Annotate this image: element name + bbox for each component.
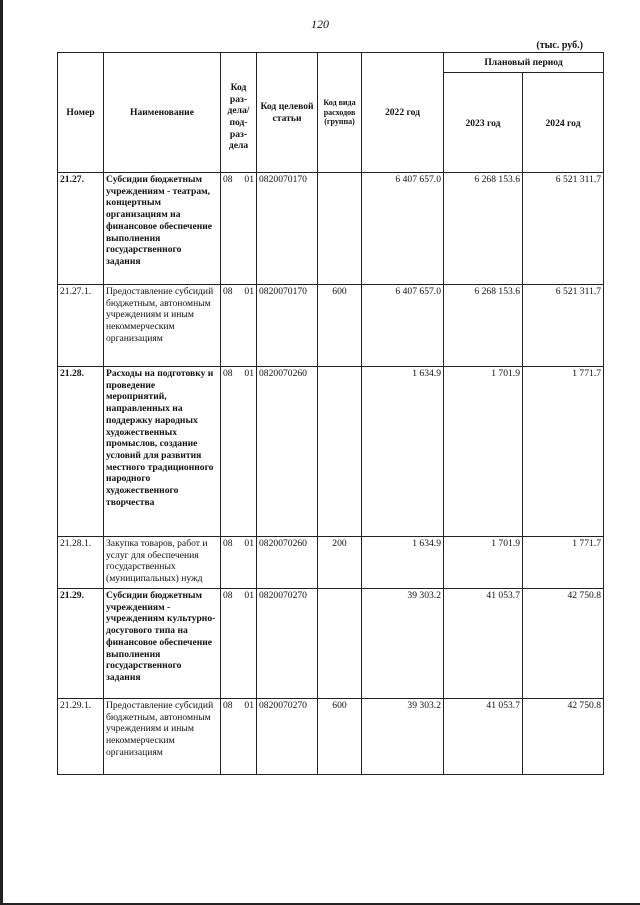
row-value-2024: 42 750.8 bbox=[523, 699, 604, 775]
header-2022: 2022 год bbox=[362, 53, 444, 173]
row-expense-type: 600 bbox=[318, 699, 362, 775]
row-section: 08 bbox=[223, 174, 233, 185]
page-number: 120 bbox=[311, 17, 329, 31]
row-subsection: 01 bbox=[244, 286, 254, 297]
row-value-2023: 1 701.9 bbox=[444, 367, 523, 537]
row-target-code: 0820070170 bbox=[257, 285, 318, 367]
row-value-2023: 6 268 153.6 bbox=[444, 173, 523, 285]
table-row bbox=[58, 285, 604, 367]
row-number: 21.27.1. bbox=[58, 285, 104, 367]
table-row bbox=[58, 367, 604, 537]
row-subsection: 01 bbox=[244, 538, 254, 549]
row-section-code bbox=[221, 367, 257, 537]
row-value-2022: 6 407 657.0 bbox=[362, 285, 444, 367]
header-target-code: Код целевой статьи bbox=[257, 53, 318, 173]
row-value-2024: 42 750.8 bbox=[523, 589, 604, 699]
row-expense-type bbox=[318, 173, 362, 285]
row-target-code: 0820070260 bbox=[257, 367, 318, 537]
row-section: 08 bbox=[223, 286, 233, 297]
table-row bbox=[58, 589, 604, 699]
row-section-code bbox=[221, 699, 257, 775]
row-name: Предоставление субсидий бюджетным, автономным учреждениям и иным некоммерческим организациям bbox=[104, 285, 221, 367]
table-body bbox=[58, 173, 604, 775]
row-section-code bbox=[221, 589, 257, 699]
row-value-2023: 6 268 153.6 bbox=[444, 285, 523, 367]
row-number: 21.29. bbox=[58, 589, 104, 699]
header-expense-type-code: Код вида расходов (группа) bbox=[318, 53, 362, 173]
row-name: Расходы на подготовку и проведение мероприятий, направленных на поддержку народных художественных промыслов, создание условий для развития местного традиционного народного художественного творчества bbox=[104, 367, 221, 537]
row-name: Предоставление субсидий бюджетным, автономным учреждениям и иным некоммерческим организациям bbox=[104, 699, 221, 775]
row-value-2024: 6 521 311.7 bbox=[523, 173, 604, 285]
header-planned-period: Плановый период bbox=[444, 53, 604, 73]
row-value-2023: 41 053.7 bbox=[444, 589, 523, 699]
row-target-code: 0820070260 bbox=[257, 537, 318, 589]
row-subsection: 01 bbox=[244, 590, 254, 601]
row-expense-type: 600 bbox=[318, 285, 362, 367]
row-value-2024: 1 771.7 bbox=[523, 537, 604, 589]
row-name: Закупка товаров, работ и услуг для обеспечения государственных (муниципальных) нужд bbox=[104, 537, 221, 589]
row-value-2023: 1 701.9 bbox=[444, 537, 523, 589]
row-target-code: 0820070270 bbox=[257, 589, 318, 699]
row-value-2022: 39 303.2 bbox=[362, 699, 444, 775]
row-value-2022: 1 634.9 bbox=[362, 367, 444, 537]
row-section-code bbox=[221, 537, 257, 589]
header-section-code: Код раз-дела/ под-раз-дела bbox=[221, 53, 257, 173]
table-row bbox=[58, 537, 604, 589]
row-number: 21.29.1. bbox=[58, 699, 104, 775]
row-subsection: 01 bbox=[244, 700, 254, 711]
row-name: Субсидии бюджетным учреждениям - учреждениям культурно-досугового типа на финансовое обеспечение выполнения государственного задания bbox=[104, 589, 221, 699]
row-subsection: 01 bbox=[244, 368, 254, 379]
row-number: 21.27. bbox=[58, 173, 104, 285]
row-expense-type bbox=[318, 367, 362, 537]
row-subsection: 01 bbox=[244, 174, 254, 185]
row-name: Субсидии бюджетным учреждениям - театрам, концертным организациям на финансовое обеспечение выполнения государственного задания bbox=[104, 173, 221, 285]
row-section: 08 bbox=[223, 368, 233, 379]
row-value-2024: 1 771.7 bbox=[523, 367, 604, 537]
row-expense-type: 200 bbox=[318, 537, 362, 589]
row-number: 21.28. bbox=[58, 367, 104, 537]
row-value-2022: 39 303.2 bbox=[362, 589, 444, 699]
row-value-2022: 6 407 657.0 bbox=[362, 173, 444, 285]
budget-table bbox=[57, 52, 604, 775]
units-label: (тыс. руб.) bbox=[536, 40, 583, 51]
row-section: 08 bbox=[223, 700, 233, 711]
row-value-2022: 1 634.9 bbox=[362, 537, 444, 589]
row-value-2023: 41 053.7 bbox=[444, 699, 523, 775]
row-expense-type bbox=[318, 589, 362, 699]
header-name: Наименование bbox=[104, 53, 221, 173]
row-section: 08 bbox=[223, 590, 233, 601]
row-section-code bbox=[221, 173, 257, 285]
row-value-2024: 6 521 311.7 bbox=[523, 285, 604, 367]
header-2023: 2023 год bbox=[444, 73, 523, 173]
row-section-code bbox=[221, 285, 257, 367]
row-target-code: 0820070170 bbox=[257, 173, 318, 285]
table-row bbox=[58, 699, 604, 775]
table-row bbox=[58, 173, 604, 285]
row-section: 08 bbox=[223, 538, 233, 549]
header-2024: 2024 год bbox=[523, 73, 604, 173]
row-number: 21.28.1. bbox=[58, 537, 104, 589]
row-target-code: 0820070270 bbox=[257, 699, 318, 775]
header-number: Номер bbox=[58, 53, 104, 173]
